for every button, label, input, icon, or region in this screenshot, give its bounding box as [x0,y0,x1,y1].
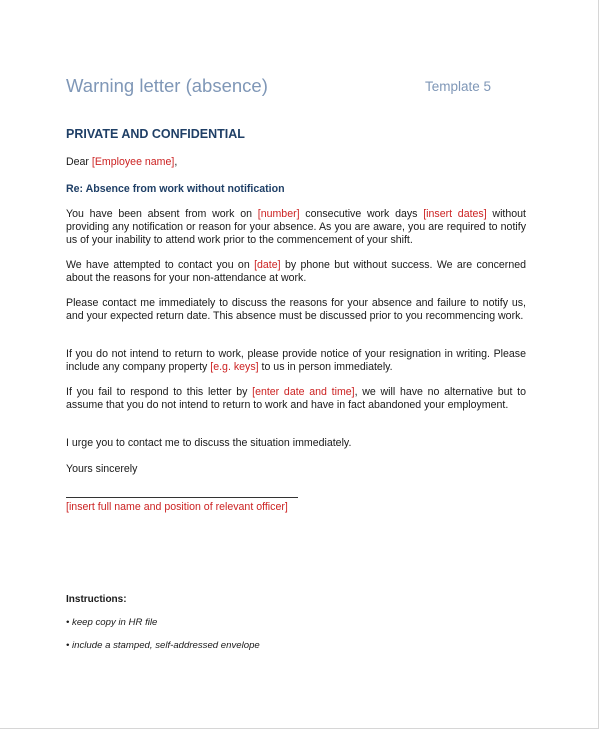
letter-header [66,75,534,99]
instruction-item: • keep copy in HR file [66,617,158,628]
paragraph-3 [66,297,526,323]
greeting [66,156,526,169]
employee-name-placeholder: [Employee name] [91,156,175,168]
subject-line: Re: Absence from work without notification [66,183,285,195]
signature-placeholder: [insert full name and position of relevant officer] [66,501,288,513]
para2-text-b: by phone but without success. We are concerned about the reasons for your non-attendance at work. [66,259,526,284]
greeting-suffix: , [174,156,178,168]
para2-text-a: We have attempted to contact you on [66,259,255,271]
paragraph-6: I urge you to contact me to discuss the situation immediately. [66,437,352,449]
greeting-prefix: Dear [66,156,92,168]
keys-placeholder: [e.g. keys] [210,360,259,373]
paragraph-4 [66,348,526,374]
instructions-heading: Instructions: [66,594,127,605]
para1-text-b: consecutive work days [299,208,424,220]
paragraph-5 [66,386,526,412]
signature-line [66,497,298,498]
closing: Yours sincerely [66,463,138,475]
confidential-heading: PRIVATE AND CONFIDENTIAL [66,127,245,141]
paragraph-1 [66,208,526,246]
para5-text-b: , we will have no alternative but to assume that you do not intend to return to work and have in fact abandoned your employment. [66,386,526,411]
para3-text: Please contact me immediately to discuss the reasons for your absence and failure to notify us, and your expected return date. This absence must be discussed prior to you recommencing work. [66,297,526,322]
dates-placeholder: [insert dates] [423,208,487,220]
para1-text-c: without providing any notification or reason for your absence. As you are aware, you are required to notify us of your inability to attend work prior to the commencement of your shift. [66,208,526,246]
template-label: Template 5 [425,79,492,94]
para5-text-a: If you fail to respond to this letter by [66,386,253,398]
para4-text-b: to us in person immediately. [258,360,393,373]
paragraph-2 [66,259,526,285]
date-placeholder: [date] [254,259,281,271]
number-placeholder: [number] [257,208,300,220]
datetime-placeholder: [enter date and time] [252,386,355,398]
letter-title: Warning letter (absence) [66,75,268,96]
instruction-item: • include a stamped, self-addressed envelope [66,640,260,651]
para1-text-a: You have been absent from work on [66,208,258,220]
para4-text-a: If you do not intend to return to work, please provide notice of your resignation in writing. Please include any company property [66,348,526,373]
